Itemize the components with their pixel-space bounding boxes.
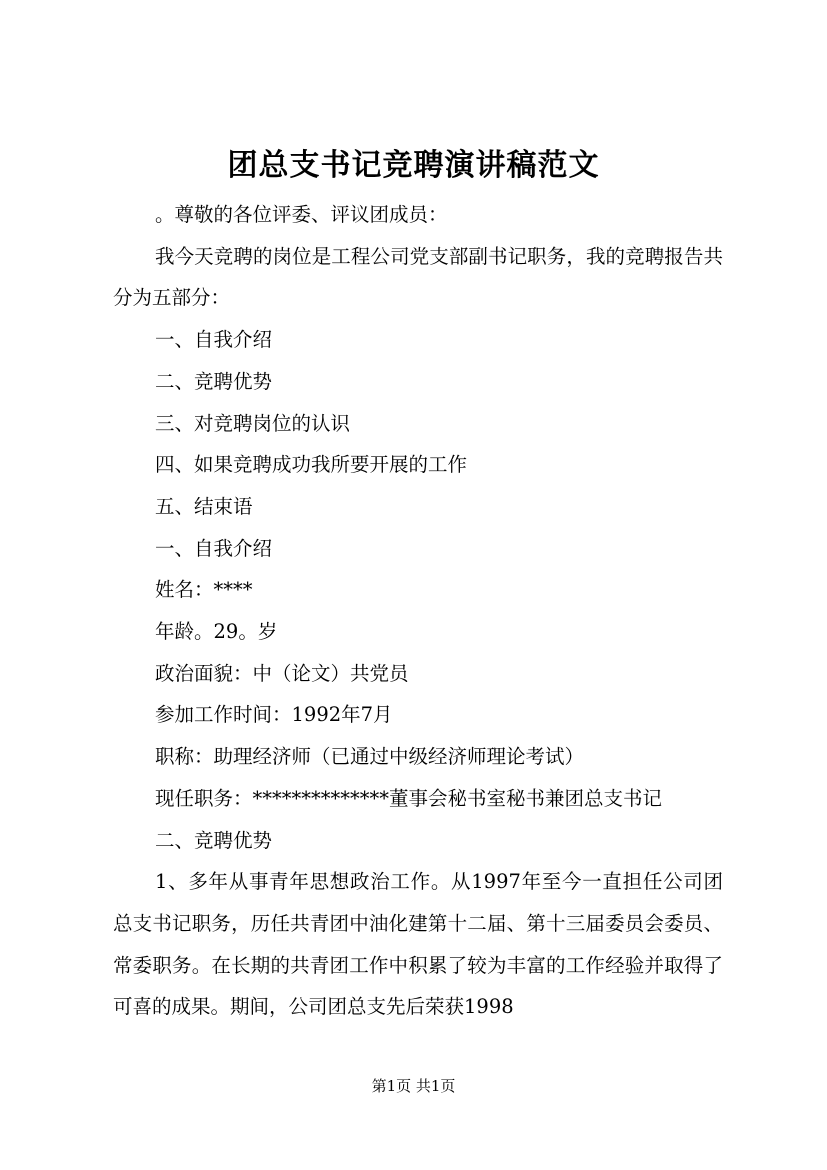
outline-item-1: 一、自我介绍 (155, 328, 273, 352)
field-current-position: 现任职务：**************董事会秘书室秘书兼团总支书记 (155, 786, 663, 810)
outline-item-4: 四、如果竞聘成功我所要开展的工作 (155, 453, 468, 477)
paragraph-salutation: 。尊敬的各位评委、评议团成员： (155, 203, 448, 226)
outline-item-3: 三、对竞聘岗位的认识 (155, 411, 351, 435)
field-work-start: 参加工作时间：1992年7月 (155, 703, 393, 727)
field-political-status: 政治面貌：中（论文）共党员 (155, 661, 409, 685)
outline-item-5: 五、结束语 (155, 494, 253, 518)
document-body (113, 194, 723, 1028)
document-title: 团总支书记竞聘演讲稿范文 (227, 148, 600, 183)
field-title: 职称：助理经济师（已通过中级经济师理论考试） (155, 745, 585, 769)
section-heading-advantages: 二、竞聘优势 (155, 828, 273, 852)
field-age: 年龄。29。岁 (155, 620, 278, 644)
section-heading-self-intro: 一、自我介绍 (155, 536, 273, 560)
outline-item-2: 二、竞聘优势 (155, 369, 273, 393)
page-footer: 第1页 共1页 (371, 1077, 456, 1095)
paragraph-intro: 我今天竞聘的岗位是工程公司党支部副书记职务，我的竞聘报告共分为五部分： (113, 244, 723, 310)
field-name: 姓名：**** (155, 578, 253, 602)
paragraph-advantage-1: 1、多年从事青年思想政治工作。从1997年至今一直担任公司团总支书记职务，历任共青团中油化建第十二届、第十三届委员会委员、常委职务。在长期的共青团工作中积累了较为丰富的工作经验并取得了可喜的成果。期间，公司团总支先后荣获1998 (113, 870, 723, 1019)
